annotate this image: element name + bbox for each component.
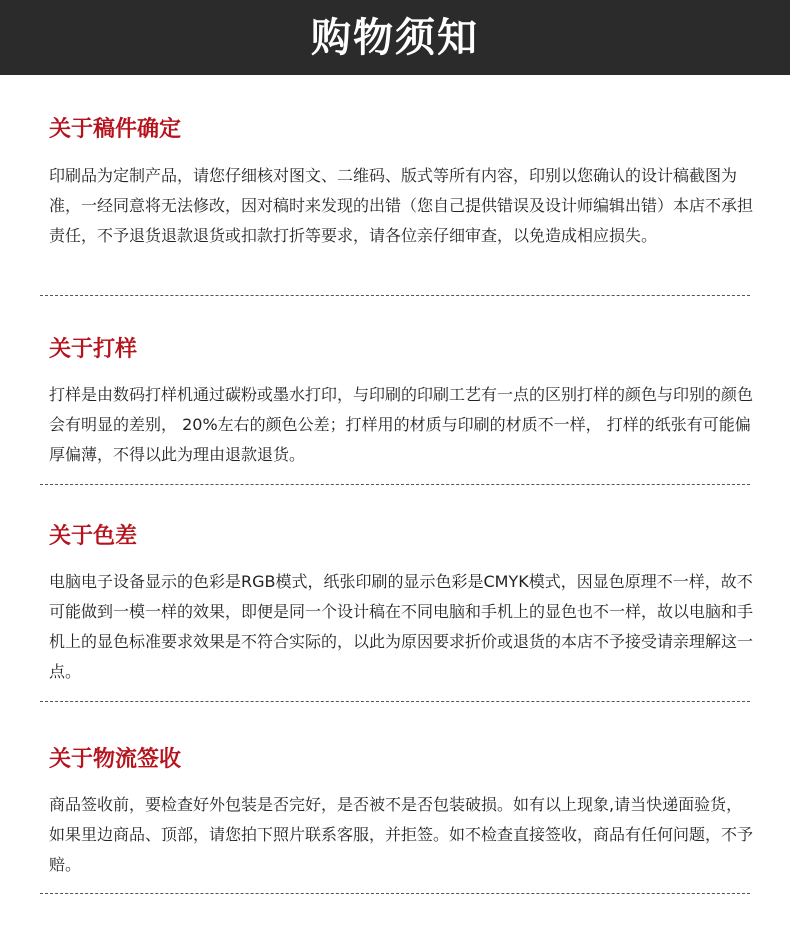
section-title: 关于打样 — [49, 337, 138, 362]
dashed-divider — [40, 295, 750, 296]
section-proofing — [49, 335, 754, 470]
dashed-divider — [40, 893, 750, 894]
section-title: 关于稿件确定 — [49, 117, 182, 142]
dashed-divider — [40, 701, 750, 702]
section-title: 关于物流签收 — [49, 747, 182, 772]
section-logistics-signing — [49, 745, 754, 880]
section-body: 电脑电子设备显示的色彩是RGB模式，纸张印刷的显示色彩是CMYK模式，因显色原理不一样，故不可能做到一模一样的效果，即便是同一个设计稿在不同电脑和手机上的显色也不一样，故以电脑和手机上的显色标准要求效果是不符合实际的，以此为原因要求折价或退货的本店不予接受请亲理解这一点。 — [49, 572, 754, 681]
section-body: 印刷品为定制产品，请您仔细核对图文、二维码、版式等所有内容，印别以您确认的设计稿截图为准，一经同意将无法修改，因对稿时来发现的出错（您自己提供错误及设计师编辑出错）本店不承担责任，不予退货退款退货或扣款打折等要求，请各位亲仔细审查，以免造成相应损失。 — [49, 166, 754, 245]
page-title: 购物须知 — [311, 14, 479, 61]
page-header — [0, 0, 790, 75]
section-body: 商品签收前，要检查好外包装是否完好，是否被不是否包装破损。如有以上现象,请当快递面验货，如果里边商品、顶部，请您拍下照片联系客服，并拒签。如不检查直接签收，商品有任何问题，不予赔。 — [49, 795, 754, 874]
dashed-divider — [40, 484, 750, 485]
section-color-difference — [49, 522, 754, 687]
section-title: 关于色差 — [49, 524, 138, 549]
section-body: 打样是由数码打样机通过碳粉或墨水打印，与印刷的印刷工艺有一点的区别打样的颜色与印别的颜色会有明显的差别， 20%左右的颜色公差；打样用的材质与印刷的材质不一样， 打样的纸张有可能偏厚偏薄，不得以此为理由退款退货。 — [49, 385, 754, 464]
section-manuscript-confirmation — [49, 115, 754, 251]
